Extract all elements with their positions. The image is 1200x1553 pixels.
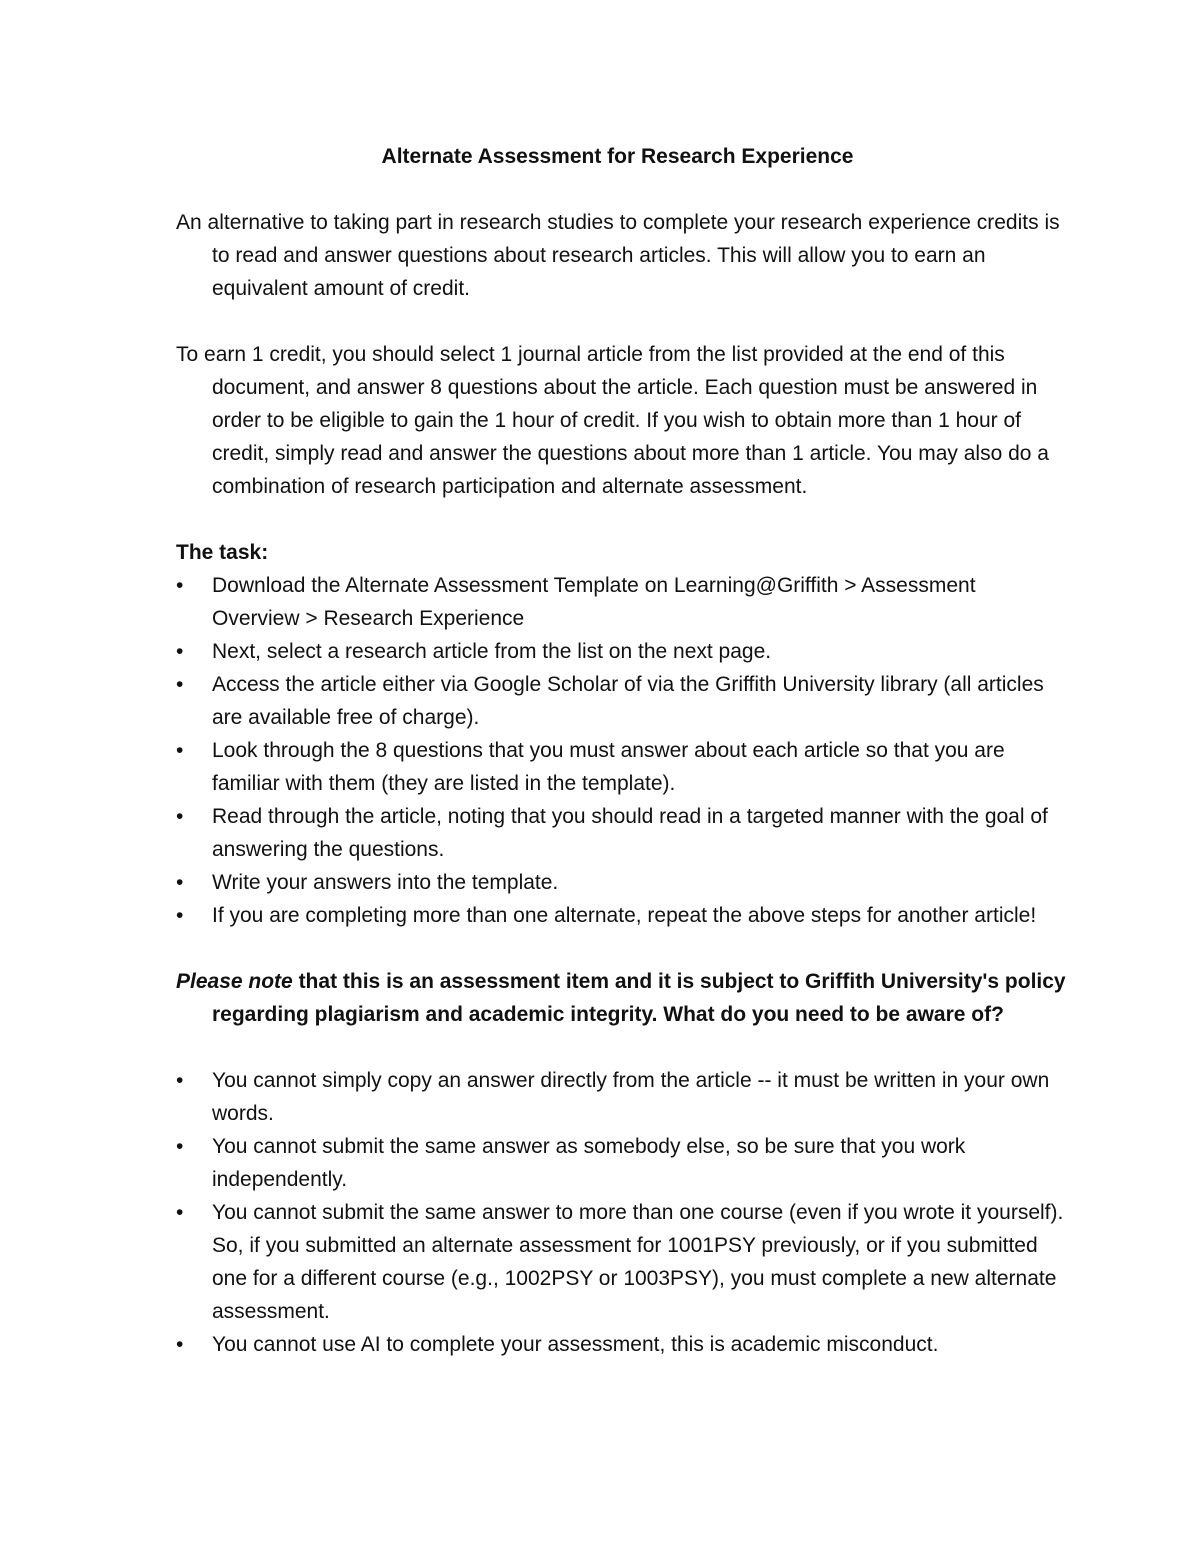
bullet-icon: •	[176, 673, 184, 696]
list-item-text: You cannot submit the same answer as somebody else, so be sure that you work independently.	[212, 1135, 966, 1191]
document-title: Alternate Assessment for Research Experience	[381, 145, 854, 168]
list-item-text: Look through the 8 questions that you must answer about each article so that you are familiar with them (they are listed in the template).	[212, 739, 1005, 795]
list-item	[176, 569, 1066, 635]
list-item-text: You cannot submit the same answer to more than one course (even if you wrote it yourself). So, if you submitted an alternate assessment for 1001PSY previously, or if you submitted one for a different course (e.g., 1002PSY or 1003PSY), you must complete a new alternate assessment.	[212, 1201, 1064, 1323]
integrity-list	[176, 1064, 1066, 1361]
spacer	[176, 503, 1066, 536]
list-item	[176, 635, 1066, 668]
list-item-text: You cannot simply copy an answer directly from the article -- it must be written in your own words.	[212, 1069, 1050, 1125]
bullet-icon: •	[176, 1333, 184, 1356]
list-item-text: You cannot use AI to complete your assessment, this is academic misconduct.	[212, 1333, 939, 1356]
list-item	[176, 866, 1066, 899]
list-item-text: If you are completing more than one alternate, repeat the above steps for another article!	[212, 904, 1037, 927]
list-item	[176, 1328, 1066, 1361]
intro-paragraph: An alternative to taking part in research studies to complete your research experience credits is to read and answer questions about research articles. This will allow you to earn an equivalent amount of credit.	[176, 211, 1060, 300]
bullet-icon: •	[176, 805, 184, 828]
spacer	[176, 305, 1066, 338]
bullet-icon: •	[176, 1069, 184, 1092]
list-item-text: Download the Alternate Assessment Template on Learning@Griffith > Assessment Overview > Research Experience	[212, 574, 976, 630]
list-item	[176, 668, 1066, 734]
bullet-icon: •	[176, 739, 184, 762]
list-item-text: Access the article either via Google Scholar of via the Griffith University library (all articles are available free of charge).	[212, 673, 1044, 729]
list-item-text: Next, select a research article from the list on the next page.	[212, 640, 772, 663]
list-item	[176, 1196, 1066, 1328]
integrity-note	[176, 965, 1066, 1031]
list-item	[176, 1064, 1066, 1130]
list-item	[176, 734, 1066, 800]
bullet-icon: •	[176, 904, 184, 927]
list-item	[176, 899, 1066, 932]
note-emphasis: Please note	[176, 970, 293, 993]
task-list	[176, 569, 1066, 932]
list-item	[176, 1130, 1066, 1196]
list-item-text: Write your answers into the template.	[212, 871, 559, 894]
task-heading: The task:	[176, 541, 269, 564]
bullet-icon: •	[176, 1135, 184, 1158]
note-text: that this is an assessment item and it is subject to Griffith University's policy regarding plagiarism and academic integrity. What do you need to be aware of?	[212, 970, 1066, 1026]
document-body	[176, 206, 1066, 1361]
list-item-text: Read through the article, noting that you should read in a targeted manner with the goal of answering the questions.	[212, 805, 1048, 861]
list-item	[176, 800, 1066, 866]
spacer	[176, 1031, 1066, 1064]
spacer	[176, 932, 1066, 965]
bullet-icon: •	[176, 1201, 184, 1224]
bullet-icon: •	[176, 574, 184, 597]
bullet-icon: •	[176, 871, 184, 894]
credit-paragraph: To earn 1 credit, you should select 1 journal article from the list provided at the end of this document, and answer 8 questions about the article. Each question must be answered in order to be eligible to gain the 1 hour of credit. If you wish to obtain more than 1 hour of credit, simply read and answer the questions about more than 1 article. You may also do a combination of research participation and alternate assessment.	[176, 343, 1049, 498]
bullet-icon: •	[176, 640, 184, 663]
